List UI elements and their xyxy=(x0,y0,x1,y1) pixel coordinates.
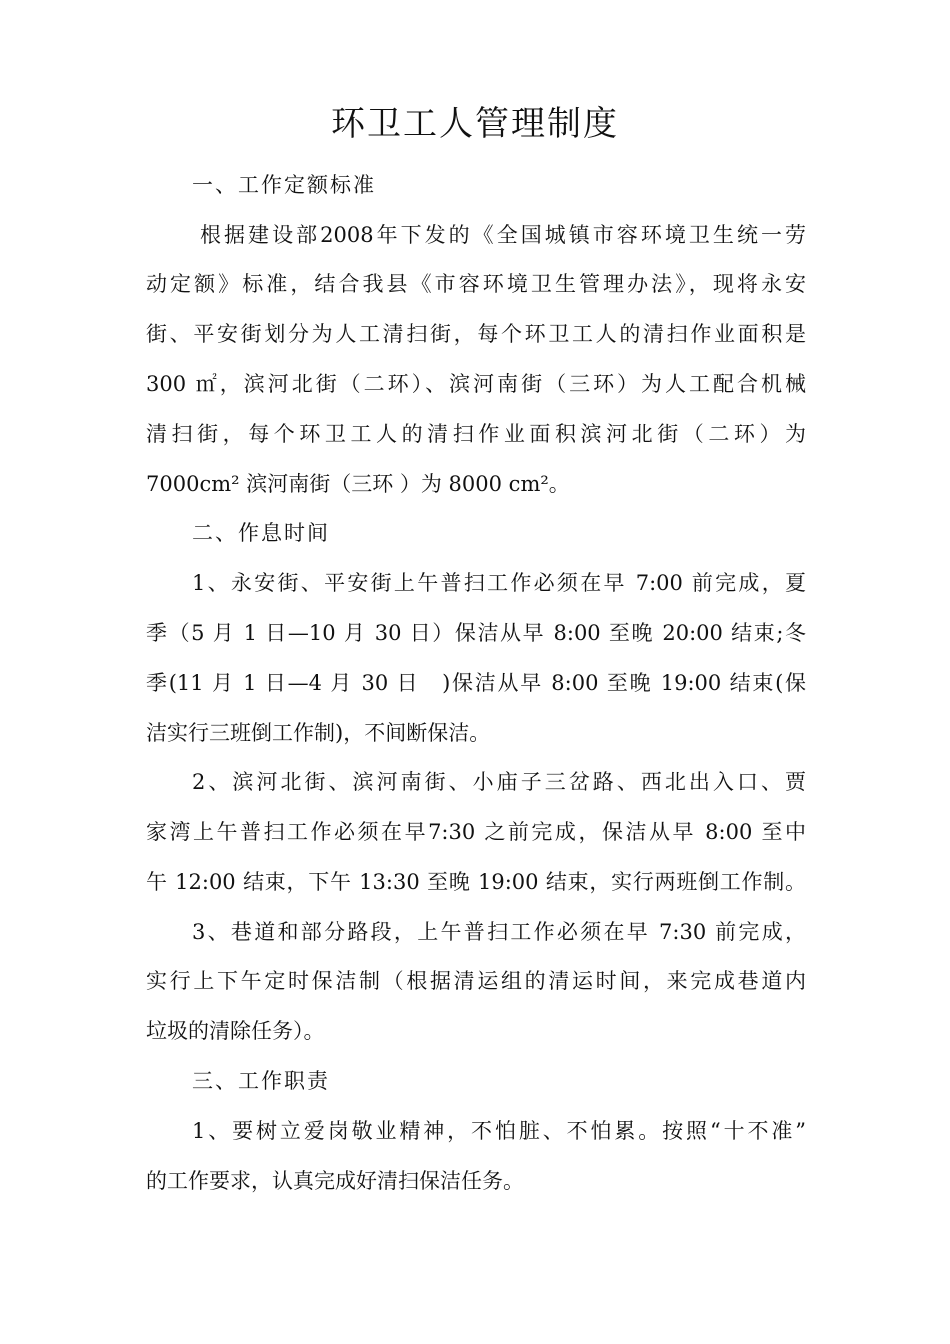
paragraph-line: 清扫街，每个环卫工人的清扫作业面积滨河北街（二环）为 xyxy=(146,422,806,446)
paragraph-line: 3、巷道和部分路段，上午普扫工作必须在早 7:30 前完成， xyxy=(192,920,806,944)
paragraph-line: 1、永安街、平安街上午普扫工作必须在早 7:00 前完成，夏 xyxy=(192,571,806,595)
paragraph-line: 2、滨河北街、滨河南街、小庙子三岔路、西北出入口、贾 xyxy=(192,770,806,794)
paragraph-line: 300 ㎡，滨河北街（二环）、滨河南街（三环）为人工配合机械 xyxy=(146,372,806,396)
paragraph-line: 季（5 月 1 日—10 月 30 日）保洁从早 8:00 至晚 20:00 结束;冬 xyxy=(146,621,806,645)
section-heading-schedule: 二、作息时间 xyxy=(192,521,330,545)
paragraph-line: 季(11 月 1 日—4 月 30 日 )保洁从早 8:00 至晚 19:00 结束(保 xyxy=(146,671,806,695)
paragraph-line: 午 12:00 结束，下午 13:30 至晚 19:00 结束，实行两班倒工作制。 xyxy=(146,870,806,894)
paragraph-line: 根据建设部2008年下发的《全国城镇市容环境卫生统一劳 xyxy=(200,223,806,247)
paragraph-line: 洁实行三班倒工作制)，不间断保洁。 xyxy=(146,721,491,745)
paragraph-line: 实行上下午定时保洁制（根据清运组的清运时间，来完成巷道内 xyxy=(146,969,806,993)
paragraph-line: 街、平安街划分为人工清扫街，每个环卫工人的清扫作业面积是 xyxy=(146,322,806,346)
paragraph-line: 垃圾的清除任务）。 xyxy=(146,1019,325,1043)
paragraph-line: 7000cm² 滨河南街（三环 ）为 8000 cm²。 xyxy=(146,472,570,496)
document-title: 环卫工人管理制度 xyxy=(331,104,619,144)
paragraph-line: 的工作要求，认真完成好清扫保洁任务。 xyxy=(146,1169,524,1193)
section-heading-quota: 一、工作定额标准 xyxy=(192,173,376,197)
section-heading-duties: 三、工作职责 xyxy=(192,1069,330,1093)
paragraph-line: 家湾上午普扫工作必须在早7:30 之前完成，保洁从早 8:00 至中 xyxy=(146,820,806,844)
paragraph-line: 动定额》标准，结合我县《市容环境卫生管理办法》，现将永安 xyxy=(146,272,806,296)
paragraph-line: 1、要树立爱岗敬业精神，不怕脏、不怕累。按照“十不准” xyxy=(192,1119,806,1143)
